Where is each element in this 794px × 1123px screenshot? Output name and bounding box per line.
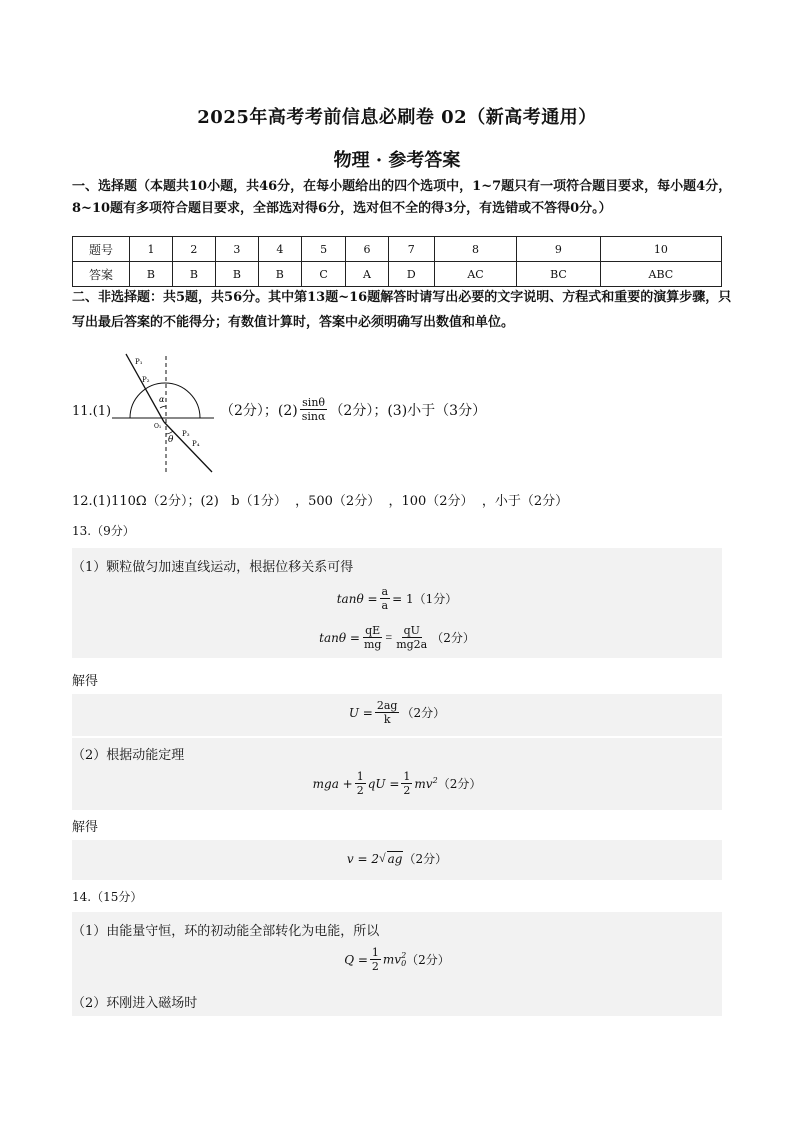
table-cell: B — [172, 262, 215, 287]
label-p4: P₄ — [192, 440, 200, 448]
sqrt-icon: √ — [379, 851, 386, 865]
eq-fraction — [355, 770, 366, 797]
eq-fraction — [380, 585, 391, 612]
eq-fraction — [375, 699, 400, 726]
eq-rhs: （2分） — [437, 777, 482, 791]
table-cell: C — [301, 262, 346, 287]
eq-rhs: （2分） — [406, 953, 450, 967]
table-cell: 6 — [346, 237, 388, 262]
frac-denominator: sinα — [301, 410, 326, 423]
table-cell: B — [130, 262, 173, 287]
table-row-numbers — [73, 237, 722, 262]
eq-fraction — [370, 946, 381, 973]
eq-rhs: （2分） — [431, 631, 475, 645]
eq-mv: mv — [414, 777, 433, 791]
frac-numerator: 2ag — [376, 699, 398, 712]
table-cell: AC — [435, 262, 517, 287]
eq-sub: 0 — [401, 958, 407, 968]
table-header-cell: 题号 — [73, 237, 130, 262]
alpha-arc — [160, 406, 166, 408]
frac-denominator: mg2a — [396, 638, 428, 651]
q13-eq-3 — [72, 699, 722, 726]
table-cell: BC — [517, 262, 601, 287]
incident-ray — [126, 354, 164, 422]
q14-label: 14.（15分） — [72, 890, 143, 904]
q13-label: 13.（9分） — [72, 524, 135, 538]
frac-numerator: a — [381, 585, 389, 598]
section-1-instructions: 一、选择题（本题共10小题，共46分，在每小题给出的四个选项中，1~7题只有一项符合题目要求，每小题4分，8~10题有多项符合题目要求，全部选对得6分，选对但不全的得3分，有选错或不答得0分。） — [72, 179, 732, 216]
q14-step-2: （2）环刚进入磁场时 — [72, 996, 198, 1011]
frac-numerator: 1 — [403, 770, 411, 783]
table-cell: 7 — [388, 237, 434, 262]
q11-pts1: （2分）；(2) — [220, 402, 298, 419]
eq-fraction — [401, 770, 412, 797]
eq-rhs: （2分） — [403, 852, 448, 866]
label-p2: P₂ — [142, 376, 150, 384]
eq-rhs: （2分） — [401, 706, 446, 720]
eq-sup: 2 — [401, 950, 407, 960]
page-subtitle: 物理 · 参考答案 — [333, 150, 461, 171]
table-cell: D — [388, 262, 434, 287]
frac-numerator: sinθ — [302, 396, 326, 409]
table-cell: 10 — [600, 237, 721, 262]
sqrt-radicand: ag — [387, 852, 403, 866]
frac-denominator: a — [381, 599, 389, 612]
table-cell: 9 — [517, 237, 601, 262]
q11-pts2: （2分）；(3)小于（3分） — [329, 402, 487, 419]
eq-fraction — [362, 624, 383, 651]
label-o1: O₁ — [154, 423, 162, 430]
frac-numerator: qU — [403, 624, 420, 637]
q13-eq-1 — [72, 585, 722, 612]
answer-table — [72, 236, 722, 287]
question-11 — [72, 352, 732, 477]
section-2-instructions: 二、非选择题：共5题，共56分。其中第13题~16题解答时请写出必要的文字说明、方程式和重要的演算步骤，只写出最后答案的不能得分；有数值计算时，答案中必须明确写出数值和单位。 — [72, 290, 732, 330]
frac-numerator: 1 — [371, 946, 379, 959]
frac-numerator: 1 — [356, 770, 364, 783]
frac-denominator: 2 — [371, 960, 379, 973]
label-alpha: α — [159, 395, 165, 404]
table-cell: 4 — [258, 237, 301, 262]
eq-equals: = — [385, 630, 393, 644]
table-cell: ABC — [600, 262, 721, 287]
eq-mv0 — [383, 952, 406, 968]
table-header-cell: 答案 — [73, 262, 130, 287]
eq-lhs: tanθ = — [319, 630, 360, 645]
q13-eq-4 — [72, 770, 722, 797]
eq-part-b: qU = — [367, 776, 400, 791]
q13-eq-5 — [72, 850, 722, 867]
q13-eq-2 — [72, 624, 722, 651]
frac-denominator: 2 — [403, 784, 411, 797]
frac-denominator: mg — [363, 638, 382, 651]
eq-sup: 2 — [432, 776, 438, 785]
table-cell: 2 — [172, 237, 215, 262]
table-cell: 8 — [435, 237, 517, 262]
table-cell: B — [215, 262, 258, 287]
theta-arc — [166, 431, 173, 434]
frac-numerator: qE — [365, 624, 381, 637]
table-cell: A — [346, 262, 388, 287]
refraction-diagram — [110, 352, 220, 477]
label-p1: P₁ — [135, 358, 143, 366]
eq-lhs: tanθ = — [336, 591, 378, 606]
eq-part-c — [414, 776, 437, 791]
q14-step-1: （1）由能量守恒，环的初动能全部转化为电能，所以 — [72, 924, 380, 939]
table-row-answers — [73, 262, 722, 287]
q11-answers — [220, 396, 486, 423]
eq-lhs: v = 2 — [346, 851, 380, 866]
eq-rhs: = 1（1分） — [392, 592, 458, 606]
q11-fraction — [300, 396, 328, 423]
frac-denominator: 2 — [356, 784, 364, 797]
q14-eq-1 — [72, 946, 722, 973]
table-cell: 3 — [215, 237, 258, 262]
table-cell: 5 — [301, 237, 346, 262]
table-cell: 1 — [130, 237, 173, 262]
eq-fraction — [394, 624, 429, 651]
eq-lhs: U = — [348, 705, 373, 720]
table-cell: B — [258, 262, 301, 287]
q13-solve-label-2: 解得 — [72, 820, 99, 835]
frac-denominator: k — [383, 713, 391, 726]
page-title: 2025年高考考前信息必刷卷 02（新高考通用） — [197, 107, 597, 128]
eq-mv: mv — [382, 952, 402, 966]
semicircle-glass — [130, 383, 200, 418]
label-theta: θ — [168, 435, 174, 445]
q11-label: 11.(1) — [72, 404, 112, 419]
q13-step-2: （2）根据动能定理 — [72, 748, 185, 763]
q13-solve-label-1: 解得 — [72, 674, 99, 689]
eq-lhs: Q = — [344, 952, 368, 967]
eq-part-a: mga + — [312, 776, 353, 791]
question-12: 12.(1)110Ω（2分）；(2) b（1分） ，500（2分） ，100（2分） ，小于（2分） — [72, 494, 569, 509]
label-p3: P₃ — [182, 430, 190, 438]
q13-step-1: （1）颗粒做匀加速直线运动，根据位移关系可得 — [72, 560, 354, 575]
